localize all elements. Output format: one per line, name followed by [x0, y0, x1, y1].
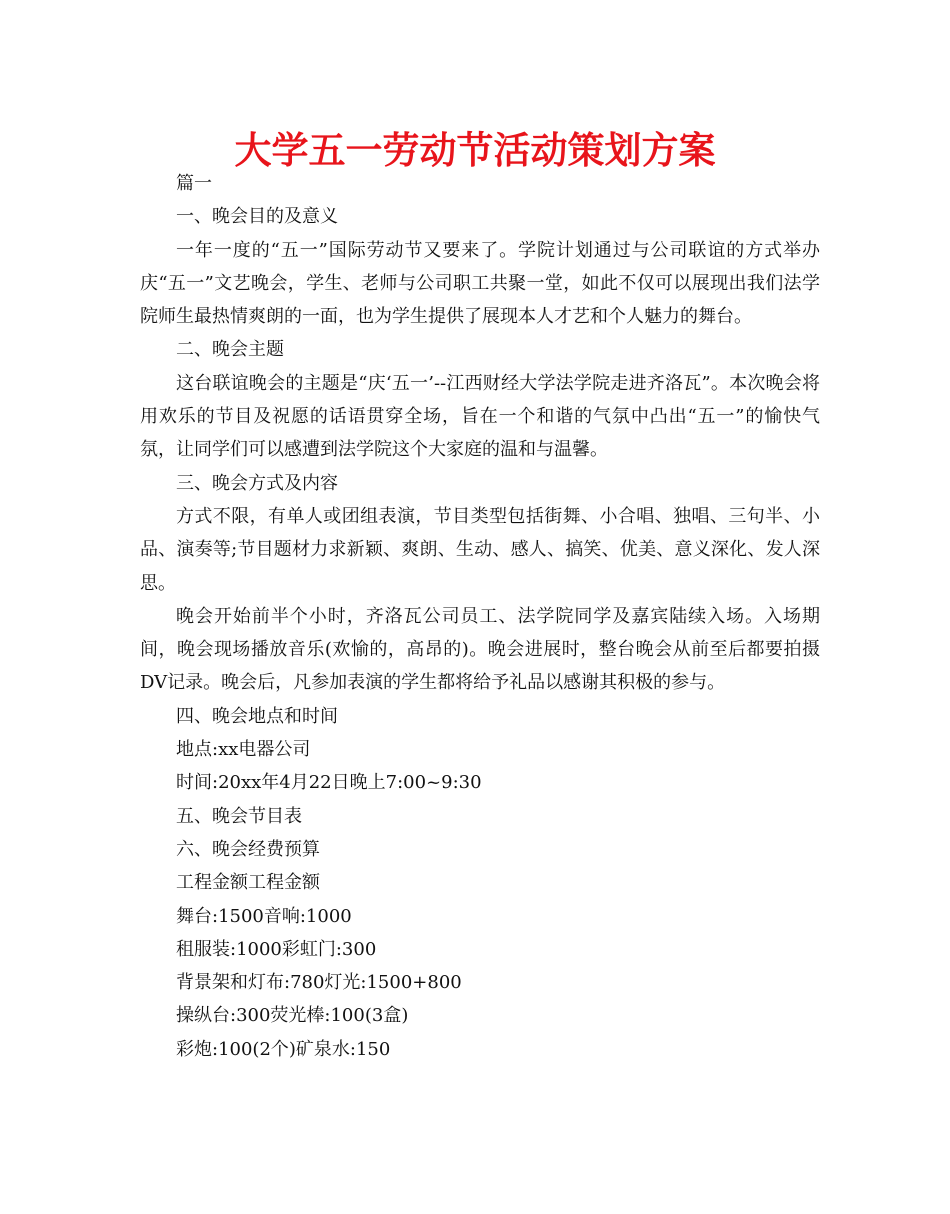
- document-body: [140, 167, 820, 1066]
- section-heading-format: 三、晚会方式及内容: [176, 472, 338, 494]
- budget-line: 彩炮:100(2个)矿泉水:150: [176, 1038, 391, 1060]
- budget-line: 舞台:1500音响:1000: [176, 905, 352, 927]
- paragraph-theme: 这台联谊晚会的主题是“庆‘五一’--江西财经大学法学院走进齐洛瓦”。本次晚会将用欢乐的节目及祝愿的话语贯穿全场，旨在一个和谐的气氛中凸出“五一”的愉快气氛，让同学们可以感遭到法学院这个大家庭的温和与温馨。: [140, 372, 820, 461]
- paragraph-purpose: 一年一度的“五一”国际劳动节又要来了。学院计划通过与公司联谊的方式举办庆“五一”文艺晚会，学生、老师与公司职工共聚一堂，如此不仅可以展现出我们法学院师生最热情爽朗的一面，也为学生提供了展现本人才艺和个人魅力的舞台。: [140, 239, 820, 328]
- budget-line: 租服装:1000彩虹门:300: [176, 938, 377, 960]
- section-heading-budget: 六、晚会经费预算: [176, 838, 320, 860]
- section-heading-venue: 四、晚会地点和时间: [176, 705, 338, 727]
- venue-time: 时间:20xx年4月22日晚上7:00~9:30: [176, 772, 482, 794]
- chapter-label: 篇一: [176, 173, 212, 194]
- budget-line: 工程金额工程金额: [176, 872, 320, 894]
- section-heading-program: 五、晚会节目表: [176, 805, 302, 827]
- venue-location: 地点:xx电器公司: [176, 739, 311, 761]
- section-heading-theme: 二、晚会主题: [176, 339, 284, 361]
- document-title: 大学五一劳动节活动策划方案: [234, 129, 716, 172]
- budget-line: 操纵台:300荧光棒:100(3盒): [176, 1005, 409, 1027]
- paragraph-format: 方式不限，有单人或团组表演，节目类型包括街舞、小合唱、独唱、三句半、小品、演奏等;节目题材力求新颖、爽朗、生动、感人、搞笑、优美、意义深化、发人深思。: [140, 505, 820, 594]
- budget-line: 背景架和灯布:780灯光:1500+800: [176, 972, 462, 994]
- section-heading-purpose: 一、晚会目的及意义: [176, 206, 338, 228]
- paragraph-procedure: 晚会开始前半个小时，齐洛瓦公司员工、法学院同学及嘉宾陆续入场。入场期间，晚会现场播放音乐(欢愉的，高昂的)。晚会进展时，整台晚会从前至后都要拍摄DV记录。晚会后，凡参加表演的学生都将给予礼品以感谢其积极的参与。: [140, 605, 820, 694]
